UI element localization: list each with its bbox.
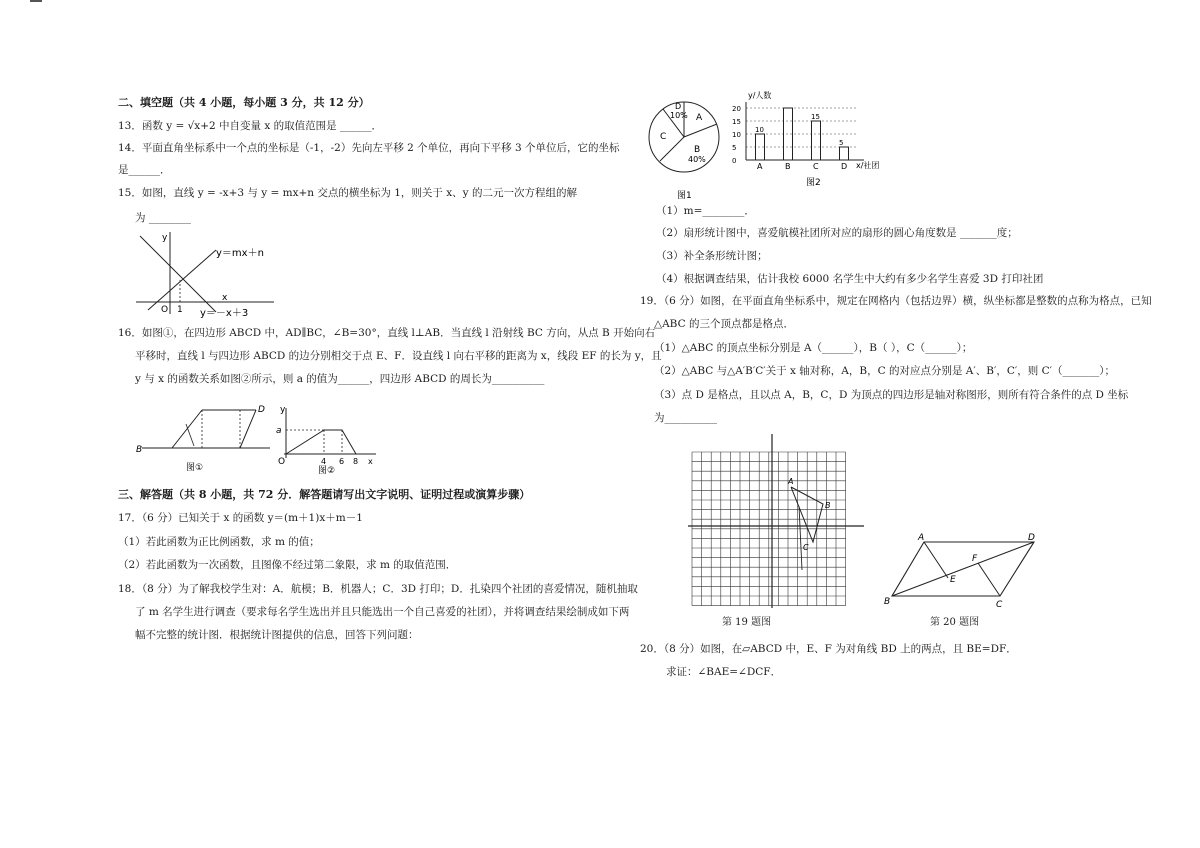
question-15-line2: 为 ________ — [135, 212, 191, 224]
label-b: B — [884, 597, 891, 607]
question-13: 13．函数 y = √x+2 中自变量 x 的取值范围是 ______． — [118, 120, 382, 132]
bar-x-label: x/社团 — [856, 161, 880, 170]
y-tick-20: 20 — [732, 105, 741, 113]
question-14-line1: 14．平面直角坐标系中一个点的坐标是（-1，-2）先向左平移 2 个单位，再向下平移 3 个单位后，它的坐标 — [118, 142, 620, 154]
question-19-part1: （1）△ABC 的顶点坐标分别是 A（______），B（ ），C（______）； — [654, 342, 973, 354]
y-tick-15: 15 — [732, 118, 741, 126]
question-20-line1: 20．（8 分）如图，在▱ABCD 中，E、F 为对角线 BD 上的两点，且 BE=DF． — [640, 643, 1017, 655]
slice-d-label: D — [675, 102, 682, 111]
question-19-grid-figure — [688, 432, 868, 612]
question-19-part2: （2）△ABC 与△A′B′C′关于 x 轴对称，A，B，C 的对应点分别是 A′、B′，C′，则 C′（_______）； — [654, 365, 1116, 377]
pie-caption: 图1 — [677, 191, 692, 201]
question-18-part3: （3）补全条形统计图； — [656, 250, 768, 262]
question-18-part1: （1）m=________． — [656, 205, 755, 217]
tick-1: 1 — [177, 305, 183, 315]
bar-chart-fig2 — [730, 90, 890, 190]
slice-divider-3 — [684, 124, 717, 137]
x-label: x — [368, 457, 373, 466]
bar-y-label: y/人数 — [748, 91, 772, 100]
grid-label-b: B — [825, 501, 831, 510]
line-y-neg-x-plus-3 — [140, 236, 216, 312]
graph-line — [286, 430, 356, 454]
segment-cf — [978, 563, 1000, 596]
question-16-line3: y 与 x 的函数关系如图②所示，则 a 的值为______，四边形 ABCD 的周长为__________ — [135, 373, 545, 385]
y-label: y — [162, 233, 168, 243]
question-15-figure — [128, 228, 278, 318]
caption-fig2: 图② — [318, 466, 336, 474]
question-16-line2: 平移时，直线 l 与四边形 ABCD 的边分别相交于点 E、F．设直线 l 向右平移的距离为 x，线段 EF 的长为 y，且 — [135, 350, 662, 362]
question-20-line2: 求证：∠BAE=∠DCF． — [666, 666, 782, 678]
question-19-part3-line1: （3）点 D 是格点，且以点 A，B，C，D 为顶点的四边形是轴对称图形，则所有符合条件的点 D 坐标 — [654, 389, 1129, 401]
x-tick-C: C — [813, 162, 819, 171]
line-l — [186, 424, 194, 446]
caption-20: 第 20 题图 — [930, 617, 980, 628]
x-label: x — [222, 293, 228, 303]
diagonal-bd — [892, 542, 1034, 596]
scan-mark — [30, 0, 42, 2]
slice-d-pct: 10% — [670, 111, 688, 120]
question-16-line1: 16．如图①，在四边形 ABCD 中，AD∥BC，∠B=30°，直线 l⊥AB．当直线 l 沿射线 BC 方向，从点 B 开始向右 — [118, 327, 656, 339]
tick-6: 6 — [339, 457, 345, 466]
question-17-part1: （1）若此函数为正比例函数，求 m 的值； — [118, 536, 320, 548]
bar-caption: 图2 — [806, 178, 821, 188]
question-14-line2: 是______． — [118, 164, 171, 176]
question-19-line1: 19．（6 分）如图，在平面直角坐标系中，规定在网格内（包括边界）横，纵坐标都是整数的点称为格点，已知 — [640, 295, 1152, 307]
tick-8: 8 — [353, 457, 359, 466]
bar-label-D: 5 — [839, 139, 844, 147]
label-e: E — [950, 575, 956, 585]
label-d: D — [258, 405, 265, 415]
section-2-title: 二、填空题（共 4 小题，每小题 3 分，共 12 分） — [118, 96, 370, 109]
tick-4: 4 — [321, 457, 327, 466]
line1-label: y＝mx＋n — [216, 248, 264, 259]
caption-fig1: 图① — [186, 463, 204, 473]
x-tick-B: B — [785, 162, 791, 171]
question-16-figure-1 — [130, 402, 272, 474]
slice-c-label: C — [660, 132, 667, 142]
x-tick-D: D — [841, 162, 848, 171]
question-18-line1: 18．（8 分）为了解我校学生对：A．航模；B．机器人；C．3D 打印；D．扎染四个社团的喜爱情况，随机抽取 — [118, 583, 638, 595]
bar-C — [812, 121, 821, 160]
y-label: y — [280, 405, 286, 415]
origin-label: O — [278, 457, 286, 467]
question-18-part4: （4）根据调查结果，估计我校 6000 名学生中大约有多少名学生喜爱 3D 打印社团 — [656, 273, 1044, 285]
label-f: F — [972, 554, 978, 564]
label-b: B — [136, 445, 143, 455]
question-19-line2: △ABC 的三个顶点都是格点． — [654, 318, 794, 330]
side-ab — [172, 410, 202, 448]
question-20-figure — [882, 530, 1042, 610]
line2-label: y＝－x＋3 — [200, 308, 249, 318]
bar-D — [840, 147, 849, 160]
label-a: A — [918, 533, 925, 543]
question-16-figure-2 — [272, 402, 382, 474]
question-19-part3-line2: 为__________ — [654, 412, 717, 424]
question-15-line1: 15．如图，直线 y = -x+3 与 y = mx+n 交点的横坐标为 1，则关于 x、y 的二元一次方程组的解 — [118, 187, 577, 199]
question-18-line3: 幅不完整的统计图．根据统计图提供的信息，回答下列问题： — [135, 629, 419, 641]
side-dc — [240, 410, 256, 448]
slice-a-label: A — [696, 113, 703, 123]
slice-b-pct: 40% — [688, 155, 706, 164]
question-18-line2: 了 m 名学生进行调查（要求每名学生选出并且只能选出一个自己喜爱的社团），并将调查结果绘制成如下两 — [135, 606, 630, 618]
origin-label: O — [161, 305, 169, 315]
bar-label-C: 15 — [811, 113, 820, 121]
label-c: C — [996, 600, 1003, 610]
y-tick-10: 10 — [732, 131, 741, 139]
y-tick-0: 0 — [732, 157, 737, 165]
question-17: 17．（6 分）已知关于 x 的函数 y＝(m＋1)x＋m－1 — [118, 512, 363, 524]
segment-ae — [924, 542, 948, 578]
bar-label-A: 10 — [755, 126, 764, 134]
question-18-part2: （2）扇形统计图中，喜爱航模社团所对应的扇形的圆心角度数是 _______度； — [656, 227, 1018, 239]
question-17-part2: （2）若此函数为一次函数，且图像不经过第二象限，求 m 的取值范围． — [118, 559, 457, 571]
a-label: a — [276, 426, 282, 436]
grid-label-c: C — [803, 543, 809, 552]
section-3-title: 三、解答题（共 8 小题，共 72 分．解答题请写出文字说明、证明过程或演算步骤） — [118, 488, 531, 501]
y-tick-5: 5 — [732, 144, 737, 152]
x-tick-A: A — [757, 162, 763, 171]
caption-19: 第 19 题图 — [722, 617, 772, 628]
grid-label-a: A — [788, 477, 794, 486]
label-d: D — [1028, 533, 1035, 543]
pie-chart-fig1 — [646, 92, 726, 202]
slice-b-label: B — [694, 145, 701, 155]
line-y-mx-plus-n — [148, 250, 216, 310]
auxiliary-line — [799, 506, 802, 570]
